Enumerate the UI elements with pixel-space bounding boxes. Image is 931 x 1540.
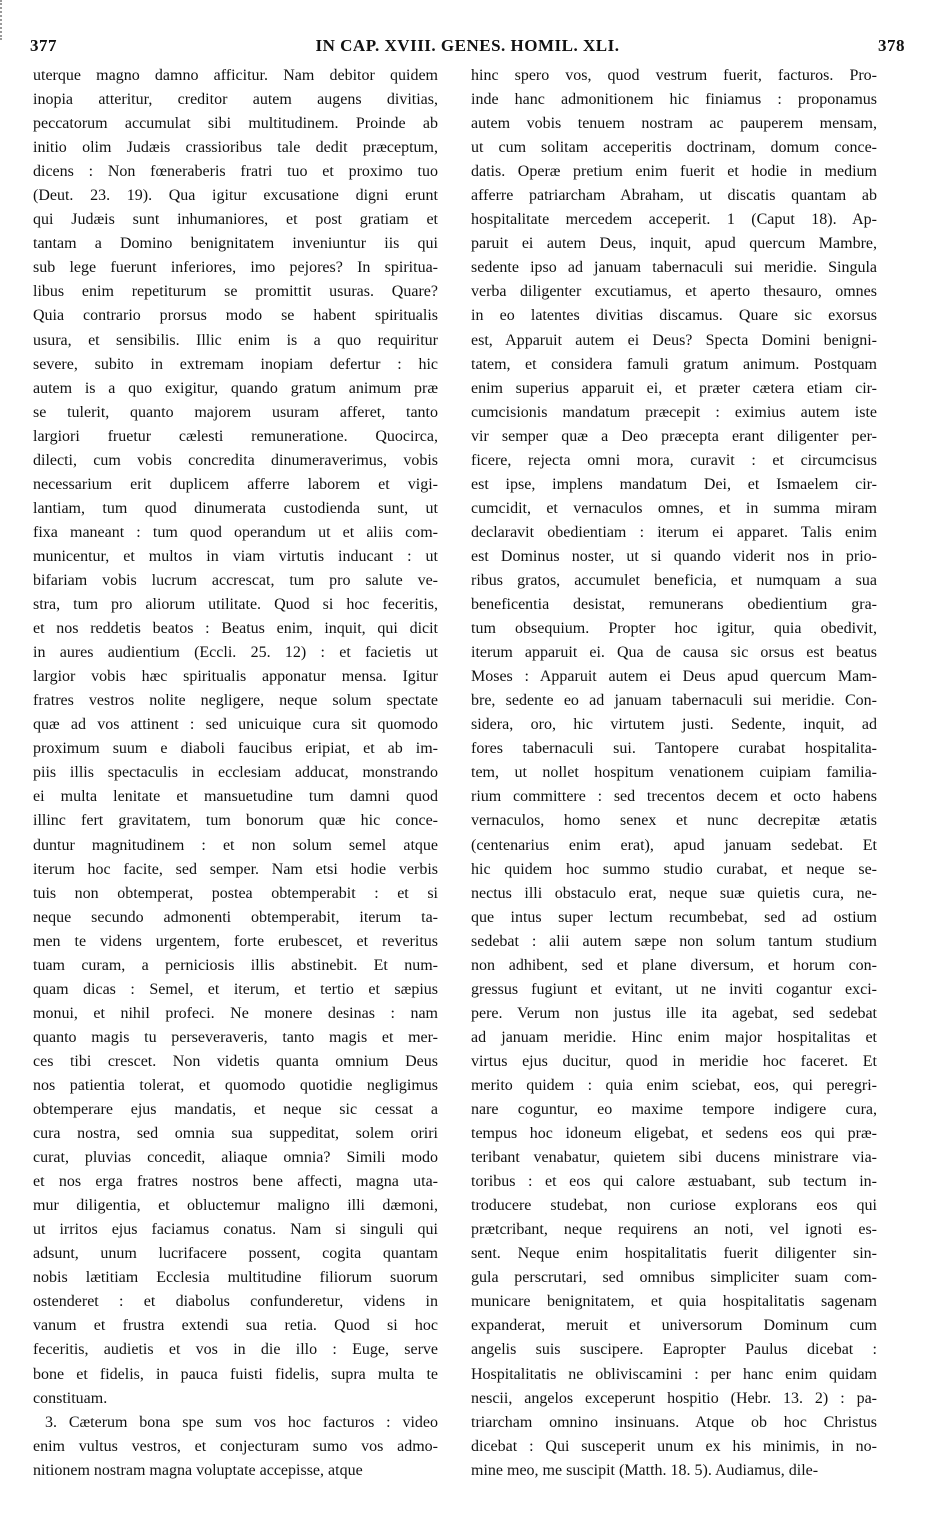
text-line: nare coguntur, eo maxime tempore indigere cura, <box>471 1101 877 1119</box>
text-line: proximum suum e diaboli faucibus eripiat, et ab im- <box>33 740 438 758</box>
text-line: men te videns urgentem, forte erubescet, et reveritus <box>33 932 438 950</box>
text-line: uterque magno damno afficitur. Nam debitor quidem <box>33 67 438 84</box>
text-line: fores tabernaculi sui. Tantopere curabat hospitalita- <box>471 740 877 758</box>
text-line: nescii, angelos exceperunt hospitio (Hebr. 13. 2) : pa- <box>471 1389 877 1407</box>
text-line: toribus : et eos qui calore æstuabant, sub tectum in- <box>471 1173 877 1191</box>
text-line: mine meo, me suscipit (Matth. 18. 5). Audiamus, dile- <box>471 1461 819 1479</box>
text-line: ficere, rejecta omni mora, curavit : et circumcisus <box>471 451 877 469</box>
text-line: vernaculos, homo senex et nunc decrepitæ ætatis <box>471 812 877 830</box>
text-line: peccatorum accumulat sibi multitudinem. Proinde ab <box>33 115 438 133</box>
text-line: est, Apparuit autem ei Deus? Specta Domini benigni- <box>471 331 877 349</box>
text-line: tem, ut nollet hospitum venationem cuipiam familia- <box>471 764 877 782</box>
text-line: necessarium erit duplicem afferre laborem et vigi- <box>33 475 438 493</box>
text-line: datis. Operæ pretium enim fuerit et hodie in medium <box>471 163 877 181</box>
text-line: nitionem nostram magna voluptate accepisse, atque <box>33 1461 363 1479</box>
text-line: bre, sedente eo ad januam tabernaculi sui meridie. Con- <box>471 692 877 710</box>
text-line: bifariam vobis lucrum accrescat, tum pro salute ve- <box>33 571 438 589</box>
text-line: iterum hoc facite, sed semper. Nam etsi hodie verbis <box>33 860 438 878</box>
text-line: inopia atteritur, creditor autem augens divitias, <box>33 91 438 109</box>
text-line: largiori fruetur cælesti remuneratione. Quocirca, <box>33 427 438 445</box>
text-line: ribus gratos, accumulet beneficia, et numquam a sua <box>471 571 877 589</box>
text-line: quæ ad vos attinent : sed unicuique cura sit quomodo <box>33 716 438 734</box>
text-line: Quia contrario prorsus modo se habent spiritualis <box>33 307 438 325</box>
text-line: 3. Cæterum bona spe sum vos hoc facturos : video <box>45 1413 438 1431</box>
text-line: et nos reddetis beatos : Beatus enim, inquit, qui dicit <box>33 620 438 638</box>
text-line: lantiam, tum quod dinumerata custodienda sunt, ut <box>33 499 438 517</box>
text-line: fratres vestros nolite negligere, neque solum spectate <box>33 692 438 710</box>
text-line: afferre patriarcham Abraham, ut discatis quantam ab <box>471 187 877 205</box>
page-header <box>30 28 905 58</box>
text-line: dicebat : Qui susceperit unum ex his minimis, in no- <box>471 1437 877 1455</box>
text-line: declaravit obedientiam : iterum ei apparet. Talis enim <box>471 523 877 541</box>
text-line: prætcribant, neque requirens an noti, vel ignoti es- <box>471 1221 877 1239</box>
text-line: gressus fugiunt et evitant, ut ne inviti cogantur exci- <box>471 980 877 998</box>
page-number-left: 377 <box>30 36 57 55</box>
text-line: qui Judæis sunt inhumaniores, et post gratiam et <box>33 211 438 229</box>
running-title: IN CAP. XVIII. GENES. HOMIL. XLI. <box>315 36 620 55</box>
text-line: cumcisionis mandatum præcepit : eximius autem iste <box>471 403 877 421</box>
text-line: obtemperare ejus mandatis, et neque sic cessat a <box>33 1101 438 1119</box>
text-line: sent. Neque enim hospitalitatis fuerit diligenter sin- <box>471 1245 877 1263</box>
text-line: ostenderet : et diabolus confunderetur, videns in <box>33 1293 438 1311</box>
text-line: autem is a quo exigitur, quando gratum animum præ <box>33 379 438 397</box>
text-line: severe, subito in extremam inopiam defertur : hic <box>33 355 438 373</box>
text-line: ut cum solitam acceperitis doctrinam, domum conce- <box>471 139 877 157</box>
text-line: quam dicas : Semel, et iterum, et tertio et sæpius <box>33 980 438 998</box>
text-line: virtus ejus ducitur, quod in meridie hoc faceret. Et <box>471 1052 877 1070</box>
text-line: pere. Verum non justus ille ita agebat, sed sedebat <box>471 1004 877 1022</box>
text-line: teribant venabatur, quietem sibi ducens ministrare via- <box>471 1149 877 1167</box>
text-line: in aures audientium (Eccli. 25. 12) : et facietis ut <box>33 644 438 662</box>
text-line: neque secundo admonenti obtemperabit, iterum ta- <box>33 908 438 926</box>
text-line: triarcham omnino insinuans. Atque ob hoc Christus <box>471 1413 877 1431</box>
text-line: dicens : Non fœneraberis fratri tuo et proximo tuo <box>33 163 438 181</box>
text-line: Hospitalitatis ne obliviscamini : per hanc enim quidam <box>471 1365 877 1383</box>
text-line: iterum apparuit ei. Qua de causa sic orsus est beatus <box>471 644 877 662</box>
text-line: curat, pluvias concedit, aliaque omnia? Simili modo <box>33 1149 438 1167</box>
text-line: tatem, et considera famuli gratum animum. Postquam <box>471 355 877 373</box>
text-line: est Dominus noster, ut si quando viderit nos in prio- <box>471 547 877 565</box>
text-line: bone et fidelis, in pauca fuisti fidelis, supra multa te <box>33 1365 438 1383</box>
text-line: non adhibent, sed et plane diversum, et horum con- <box>471 956 877 974</box>
text-line: usura, et sensibilis. Illic enim is a quo requiritur <box>33 331 438 349</box>
text-line: inde hanc admonitionem hic finiamus : proponamus <box>471 91 877 109</box>
left-column <box>33 64 438 1524</box>
text-line: enim vultus vestros, et conjecturam sumo vos admo- <box>33 1437 438 1455</box>
text-line: hinc spero vos, quod vestrum fuerit, facturos. Pro- <box>471 67 877 84</box>
text-line: que intus super lectum recumbebat, sed ad ostium <box>471 908 877 926</box>
text-line: (Deut. 23. 19). Qua igitur excusatione digni erunt <box>33 187 438 205</box>
text-line: municare benignitatem, et quia hospitalitatis sagenam <box>471 1293 877 1311</box>
text-line: sidera, oro, hic virtutem justi. Sedente, inquit, ad <box>471 716 877 734</box>
text-line: enim superius apparuit ei, et præter cætera etiam cir- <box>471 379 877 397</box>
text-line: municentur, et multos in viam virtutis inducant : ut <box>33 547 438 565</box>
text-line: monui, et nihil profeci. Ne monere desinas : nam <box>33 1004 438 1022</box>
text-line: initio olim Judæis crassioribus tale dedit præceptum, <box>33 139 438 157</box>
text-line: et nos erga fratres nostros bene affecti, magna uta- <box>33 1173 438 1191</box>
text-line: hospitalitate mercedem acceperit. 1 (Caput 18). Ap- <box>471 211 877 229</box>
text-line: sub lege fuerunt inferiores, imo pejores? In spiritua- <box>33 259 438 277</box>
text-line: adsunt, unum lucrifacere possent, cogita quantam <box>33 1245 438 1263</box>
text-line: mur diligentia, et obluctemur maligno illi dæmoni, <box>33 1197 438 1215</box>
text-line: paruit ei autem Deus, inquit, apud quercum Mambre, <box>471 235 877 253</box>
right-column <box>471 64 877 1524</box>
text-line: vanum et frustra extendi sua retia. Quod si hoc <box>33 1317 438 1335</box>
text-line: sedente ipso ad januam tabernaculi sui meridie. Singula <box>471 259 877 277</box>
text-line: ces tibi crescet. Non videtis quanta omnium Deus <box>33 1052 438 1070</box>
text-line: fixa maneant : tum quod operandum ut et aliis com- <box>33 523 438 541</box>
text-line: tuis non obtemperat, postea obtemperabit : et si <box>33 884 438 902</box>
text-line: nos patientia tolerat, et quomodo quotidie negligimus <box>33 1076 438 1094</box>
text-line: quanto magis tu perseveraveris, tanto magis et mer- <box>33 1028 438 1046</box>
margin-marks <box>0 0 5 40</box>
text-line: duntur magnitudinem : et non solum semel atque <box>33 836 438 854</box>
text-line: expanderat, meruit et universorum Dominum cum <box>471 1317 877 1335</box>
text-line: (centenarius enim erat), apud januam sedebat. Et <box>471 836 877 854</box>
text-line: Moses : Apparuit autem ei Deus apud quercum Mam- <box>471 668 877 686</box>
text-line: stra, tum pro aliorum utilitate. Quod si hoc feceritis, <box>33 596 438 614</box>
text-line: troducere studebat, non curiose explorans eos qui <box>471 1197 877 1215</box>
page-number-right: 378 <box>878 36 905 55</box>
text-line: in eo latentes divitias discamus. Quare sic exorsus <box>471 307 877 325</box>
text-line: illinc fert gravitatem, tum bonorum quæ hic conce- <box>33 812 438 830</box>
text-line: est ipse, implens mandatum Dei, et Ismaelem cir- <box>471 475 877 493</box>
text-line: rium committere : sed trecentos decem et octo habens <box>471 788 877 806</box>
text-line: feceritis, audietis et vos in die illo : Euge, serve <box>33 1341 438 1359</box>
text-line: verba diligenter excutiamus, et aperto thesauro, omnes <box>471 283 877 301</box>
text-line: tuam curam, a perniciosis illis abstinebit. Et num- <box>33 956 438 974</box>
text-line: vir semper quæ a Deo præcepta erant diligenter per- <box>471 427 877 445</box>
text-line: autem vobis tenuem nostram ac pauperem mensam, <box>471 115 877 133</box>
text-line: tum obsequium. Propter hoc igitur, quia obedivit, <box>471 620 877 638</box>
text-line: tempus hoc idoneum eligebat, et sedens eos qui præ- <box>471 1125 877 1143</box>
text-line: angelis suis suscipere. Eapropter Paulus dicebat : <box>471 1341 877 1359</box>
text-line: piis illis spectaculis in ecclesiam adducat, monstrando <box>33 764 438 782</box>
text-line: cura nostra, sed omnia sua suppeditat, solem oriri <box>33 1125 438 1143</box>
text-line: se tulerit, quanto majorem usuram afferet, tanto <box>33 403 438 421</box>
text-line: gula perscrutari, sed omnibus simpliciter suam com- <box>471 1269 877 1287</box>
text-line: tantam a Domino benignitatem inveniuntur iis qui <box>33 235 438 253</box>
text-line: constituam. <box>33 1389 108 1407</box>
text-line: merito quidem : quia enim sciebat, eos, qui peregri- <box>471 1076 877 1094</box>
text-line: libus enim repetiturum se promittit usuras. Quare? <box>33 283 438 301</box>
text-line: cumcidit, et vernaculos omnes, et in summa miram <box>471 499 877 517</box>
text-line: beneficentia desistat, remunerans obedientium gra- <box>471 596 877 614</box>
text-line: hic quidem hoc summo studio curabat, et neque se- <box>471 860 877 878</box>
text-line: ei multa lenitate et mansuetudine tum damni quod <box>33 788 438 806</box>
text-line: largior vobis hæc spiritualis apponatur mensa. Igitur <box>33 668 438 686</box>
text-line: sedebat : alii autem sæpe non solum tantum studium <box>471 932 877 950</box>
text-line: dilecti, cum vobis concredita dinumeraverimus, vobis <box>33 451 438 469</box>
text-line: nobis lætitiam Ecclesia multitudine filiorum suorum <box>33 1269 438 1287</box>
text-line: ad januam meridie. Hinc enim major hospitalitas et <box>471 1028 877 1046</box>
text-line: nectus illi obstaculo erat, neque suæ quietis cura, ne- <box>471 884 877 902</box>
text-line: ut irritos ejus faciamus conatus. Nam si singuli qui <box>33 1221 438 1239</box>
